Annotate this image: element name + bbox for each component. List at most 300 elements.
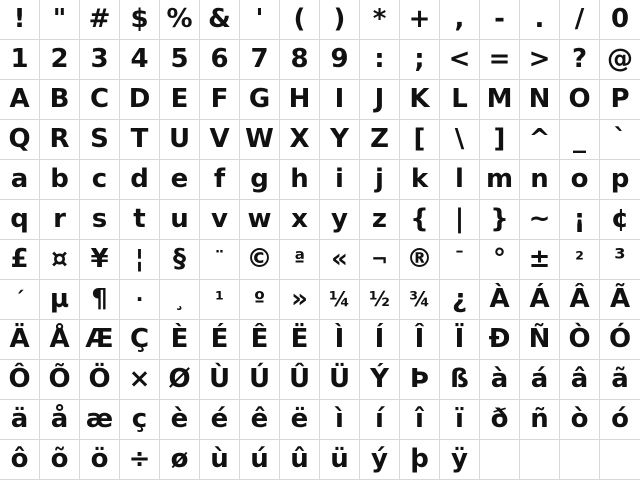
glyph-cell[interactable] [280, 160, 320, 200]
glyph-cell[interactable] [480, 200, 520, 240]
glyph-character: É [210, 323, 229, 354]
glyph-cell[interactable] [200, 80, 240, 120]
glyph-cell[interactable] [160, 240, 200, 280]
glyph-character: a [10, 163, 29, 194]
glyph-character: ¶ [91, 283, 108, 314]
glyph-character: e [170, 163, 189, 194]
glyph-cell[interactable] [120, 200, 160, 240]
glyph-character: ¡ [573, 203, 586, 234]
glyph-character: n [530, 163, 549, 194]
glyph-cell[interactable] [120, 360, 160, 400]
glyph-character: û [290, 443, 309, 474]
glyph-character: ¯ [454, 246, 465, 271]
glyph-cell[interactable] [560, 0, 600, 40]
glyph-cell[interactable] [240, 0, 280, 40]
glyph-character: ¤ [51, 243, 68, 274]
glyph-character: ¸ [174, 286, 185, 311]
glyph-cell[interactable] [480, 0, 520, 40]
glyph-cell[interactable] [400, 160, 440, 200]
glyph-cell[interactable] [240, 120, 280, 160]
glyph-cell[interactable] [560, 240, 600, 280]
glyph-character: Ø [168, 363, 191, 394]
glyph-character: E [170, 83, 189, 114]
glyph-character: ~ [528, 203, 551, 234]
glyph-cell[interactable] [160, 280, 200, 320]
glyph-cell[interactable] [320, 360, 360, 400]
glyph-cell[interactable] [600, 0, 640, 40]
glyph-cell[interactable] [320, 440, 360, 480]
glyph-cell[interactable] [40, 360, 80, 400]
glyph-cell[interactable] [0, 440, 40, 480]
glyph-cell[interactable] [360, 240, 400, 280]
glyph-cell[interactable] [200, 40, 240, 80]
glyph-cell[interactable] [440, 0, 480, 40]
glyph-character: í [375, 403, 384, 434]
glyph-character: Ü [328, 363, 351, 394]
glyph-character: { [410, 203, 429, 234]
glyph-character: < [448, 43, 471, 74]
glyph-cell[interactable] [360, 120, 400, 160]
glyph-cell[interactable] [480, 360, 520, 400]
glyph-cell[interactable] [480, 240, 520, 280]
glyph-cell[interactable] [240, 280, 280, 320]
glyph-character: ù [210, 443, 229, 474]
glyph-character: Ù [208, 363, 231, 394]
glyph-cell[interactable] [280, 200, 320, 240]
glyph-character: 9 [330, 43, 349, 74]
glyph-cell[interactable] [360, 360, 400, 400]
glyph-cell[interactable] [200, 120, 240, 160]
glyph-cell[interactable] [0, 0, 40, 40]
glyph-character: x [291, 203, 308, 234]
glyph-cell[interactable] [400, 0, 440, 40]
glyph-cell[interactable] [240, 40, 280, 80]
glyph-character: C [89, 83, 110, 114]
glyph-cell[interactable] [240, 400, 280, 440]
glyph-cell[interactable] [320, 0, 360, 40]
glyph-character: ñ [530, 403, 549, 434]
glyph-cell[interactable] [80, 360, 120, 400]
glyph-cell[interactable] [440, 360, 480, 400]
glyph-cell[interactable] [560, 400, 600, 440]
glyph-cell[interactable] [520, 200, 560, 240]
glyph-character: . [534, 3, 545, 34]
glyph-character: ý [371, 443, 388, 474]
glyph-cell[interactable] [160, 160, 200, 200]
glyph-cell[interactable] [520, 80, 560, 120]
glyph-character: o [570, 163, 589, 194]
glyph-character: º [253, 286, 266, 311]
glyph-cell[interactable] [320, 40, 360, 80]
glyph-character: Ë [290, 323, 309, 354]
glyph-cell[interactable] [400, 120, 440, 160]
glyph-character: 7 [250, 43, 269, 74]
glyph-cell[interactable] [200, 0, 240, 40]
glyph-cell[interactable] [80, 280, 120, 320]
glyph-cell[interactable] [520, 160, 560, 200]
glyph-character: w [247, 203, 272, 234]
glyph-cell[interactable] [520, 320, 560, 360]
glyph-character: d [130, 163, 149, 194]
glyph-cell[interactable] [560, 160, 600, 200]
glyph-cell[interactable] [320, 160, 360, 200]
glyph-cell[interactable] [120, 40, 160, 80]
glyph-character: V [209, 123, 230, 154]
glyph-cell[interactable] [240, 80, 280, 120]
glyph-cell[interactable] [480, 400, 520, 440]
glyph-cell[interactable] [0, 320, 40, 360]
glyph-cell[interactable] [280, 280, 320, 320]
glyph-cell[interactable] [120, 400, 160, 440]
glyph-character: à [490, 363, 509, 394]
glyph-cell[interactable] [600, 240, 640, 280]
glyph-cell[interactable] [360, 440, 400, 480]
glyph-cell[interactable] [80, 240, 120, 280]
glyph-cell[interactable] [400, 80, 440, 120]
glyph-cell[interactable] [200, 160, 240, 200]
glyph-cell[interactable] [360, 280, 400, 320]
glyph-character: \ [454, 123, 465, 154]
glyph-cell[interactable] [160, 80, 200, 120]
glyph-character: H [288, 83, 311, 114]
glyph-character: O [568, 83, 591, 114]
glyph-character: ` [613, 123, 627, 154]
glyph-character: ç [131, 403, 148, 434]
glyph-cell[interactable] [400, 320, 440, 360]
glyph-cell[interactable] [40, 40, 80, 80]
glyph-cell[interactable] [200, 360, 240, 400]
glyph-character: + [408, 3, 431, 34]
glyph-cell[interactable] [560, 280, 600, 320]
glyph-character: ( [293, 3, 306, 34]
glyph-cell[interactable] [440, 120, 480, 160]
glyph-cell[interactable] [200, 200, 240, 240]
glyph-character: ) [333, 3, 346, 34]
glyph-cell[interactable] [120, 160, 160, 200]
glyph-cell[interactable] [280, 440, 320, 480]
glyph-cell[interactable] [160, 200, 200, 240]
glyph-character: M [486, 83, 513, 114]
glyph-character: ð [490, 403, 509, 434]
glyph-cell[interactable] [360, 200, 400, 240]
glyph-cell[interactable] [240, 160, 280, 200]
glyph-character: & [208, 3, 231, 34]
glyph-cell[interactable] [160, 440, 200, 480]
glyph-cell[interactable] [120, 0, 160, 40]
glyph-character: 3 [90, 43, 109, 74]
glyph-cell[interactable] [600, 400, 640, 440]
glyph-character: ¹ [215, 286, 224, 311]
glyph-character: Ä [9, 323, 30, 354]
glyph-cell[interactable] [480, 320, 520, 360]
glyph-cell[interactable] [440, 240, 480, 280]
glyph-cell[interactable] [440, 80, 480, 120]
glyph-cell[interactable] [0, 80, 40, 120]
glyph-cell[interactable] [600, 120, 640, 160]
glyph-character: # [88, 3, 111, 34]
glyph-cell[interactable] [80, 400, 120, 440]
glyph-cell[interactable] [200, 400, 240, 440]
glyph-character: Ã [609, 283, 631, 314]
glyph-cell[interactable] [480, 80, 520, 120]
glyph-cell[interactable] [280, 240, 320, 280]
glyph-character: ê [250, 403, 269, 434]
glyph-cell[interactable] [320, 80, 360, 120]
glyph-cell[interactable] [240, 360, 280, 400]
glyph-character: @ [607, 43, 633, 74]
glyph-cell[interactable] [160, 360, 200, 400]
glyph-cell[interactable] [520, 360, 560, 400]
glyph-cell[interactable] [400, 240, 440, 280]
glyph-cell[interactable] [0, 240, 40, 280]
glyph-cell[interactable] [0, 160, 40, 200]
glyph-character: ú [250, 443, 269, 474]
glyph-character: h [290, 163, 309, 194]
glyph-cell[interactable] [80, 320, 120, 360]
glyph-cell[interactable] [440, 320, 480, 360]
glyph-cell[interactable] [80, 40, 120, 80]
glyph-cell[interactable] [520, 280, 560, 320]
glyph-cell[interactable] [40, 440, 80, 480]
glyph-cell[interactable] [360, 320, 400, 360]
glyph-cell[interactable] [240, 440, 280, 480]
glyph-cell[interactable] [320, 400, 360, 440]
glyph-cell[interactable] [440, 280, 480, 320]
glyph-character: Ê [250, 323, 269, 354]
glyph-character: Ö [88, 363, 111, 394]
glyph-cell[interactable] [320, 280, 360, 320]
glyph-cell[interactable] [600, 280, 640, 320]
glyph-cell[interactable] [560, 200, 600, 240]
glyph-character: m [485, 163, 514, 194]
glyph-cell[interactable] [280, 400, 320, 440]
glyph-character: Z [370, 123, 389, 154]
glyph-cell[interactable] [200, 320, 240, 360]
glyph-cell[interactable] [520, 0, 560, 40]
glyph-cell[interactable] [520, 400, 560, 440]
glyph-cell[interactable] [160, 400, 200, 440]
glyph-cell[interactable] [280, 360, 320, 400]
glyph-character: ä [10, 403, 29, 434]
glyph-cell[interactable] [0, 120, 40, 160]
glyph-cell[interactable] [360, 400, 400, 440]
glyph-cell[interactable] [120, 120, 160, 160]
glyph-cell[interactable] [520, 120, 560, 160]
glyph-cell[interactable] [120, 80, 160, 120]
glyph-cell[interactable] [400, 400, 440, 440]
glyph-cell[interactable] [0, 280, 40, 320]
glyph-character: _ [573, 123, 586, 154]
glyph-cell[interactable] [440, 400, 480, 440]
glyph-character: i [335, 163, 344, 194]
glyph-character: , [454, 3, 465, 34]
glyph-cell[interactable] [600, 320, 640, 360]
glyph-cell-empty [520, 440, 560, 480]
glyph-cell[interactable] [480, 120, 520, 160]
glyph-cell[interactable] [160, 40, 200, 80]
glyph-character: å [50, 403, 69, 434]
glyph-cell[interactable] [480, 40, 520, 80]
glyph-cell[interactable] [80, 160, 120, 200]
glyph-cell[interactable] [360, 160, 400, 200]
glyph-character: ¼ [329, 286, 350, 311]
glyph-character: 0 [610, 3, 630, 34]
glyph-character: B [49, 83, 70, 114]
glyph-cell[interactable] [520, 240, 560, 280]
glyph-character: / [574, 3, 585, 34]
glyph-cell[interactable] [160, 0, 200, 40]
glyph-cell[interactable] [560, 360, 600, 400]
glyph-cell[interactable] [120, 280, 160, 320]
glyph-cell[interactable] [400, 440, 440, 480]
glyph-character: t [133, 203, 146, 234]
glyph-cell[interactable] [400, 40, 440, 80]
glyph-character: l [455, 163, 464, 194]
glyph-cell[interactable] [280, 120, 320, 160]
glyph-cell[interactable] [200, 280, 240, 320]
glyph-cell[interactable] [200, 240, 240, 280]
glyph-cell[interactable] [80, 80, 120, 120]
glyph-cell[interactable] [480, 160, 520, 200]
glyph-cell[interactable] [120, 320, 160, 360]
glyph-cell[interactable] [560, 40, 600, 80]
glyph-cell[interactable] [40, 200, 80, 240]
glyph-character: ® [406, 243, 433, 274]
glyph-cell[interactable] [0, 200, 40, 240]
glyph-cell[interactable] [280, 320, 320, 360]
glyph-character: µ [49, 283, 70, 314]
glyph-cell-empty [560, 440, 600, 480]
glyph-cell[interactable] [440, 160, 480, 200]
glyph-cell[interactable] [440, 40, 480, 80]
glyph-cell[interactable] [40, 320, 80, 360]
glyph-cell[interactable] [320, 200, 360, 240]
glyph-cell[interactable] [0, 40, 40, 80]
glyph-cell[interactable] [80, 120, 120, 160]
glyph-character: s [91, 203, 108, 234]
glyph-character: ò [570, 403, 589, 434]
glyph-character: ] [493, 123, 506, 154]
glyph-cell[interactable] [120, 240, 160, 280]
glyph-character: ¥ [90, 243, 109, 274]
glyph-cell[interactable] [440, 200, 480, 240]
glyph-character: Y [330, 123, 349, 154]
glyph-cell[interactable] [600, 160, 640, 200]
glyph-character: ø [170, 443, 189, 474]
glyph-cell[interactable] [240, 200, 280, 240]
glyph-character: ¨ [214, 246, 225, 271]
glyph-character: f [213, 163, 226, 194]
glyph-cell[interactable] [320, 120, 360, 160]
glyph-cell[interactable] [160, 120, 200, 160]
glyph-cell[interactable] [560, 320, 600, 360]
glyph-cell[interactable] [160, 320, 200, 360]
glyph-cell[interactable] [40, 280, 80, 320]
glyph-character: ô [10, 443, 29, 474]
glyph-cell[interactable] [240, 320, 280, 360]
glyph-character: W [245, 123, 274, 154]
glyph-cell[interactable] [40, 80, 80, 120]
glyph-cell[interactable] [40, 0, 80, 40]
glyph-character: g [250, 163, 269, 194]
glyph-character: r [53, 203, 66, 234]
glyph-cell[interactable] [600, 200, 640, 240]
glyph-cell[interactable] [40, 120, 80, 160]
glyph-cell[interactable] [320, 240, 360, 280]
glyph-character: " [52, 3, 67, 34]
glyph-character: v [211, 203, 228, 234]
glyph-character: ã [611, 363, 629, 394]
glyph-cell[interactable] [560, 80, 600, 120]
glyph-character: U [168, 123, 191, 154]
glyph-character: ^ [528, 123, 551, 154]
glyph-cell[interactable] [80, 0, 120, 40]
glyph-cell[interactable] [280, 0, 320, 40]
glyph-cell[interactable] [600, 40, 640, 80]
glyph-cell[interactable] [80, 200, 120, 240]
glyph-character: 1 [10, 43, 29, 74]
glyph-character: ´ [14, 286, 25, 311]
glyph-cell[interactable] [0, 400, 40, 440]
glyph-cell[interactable] [360, 0, 400, 40]
glyph-character: « [331, 243, 348, 274]
glyph-character: ² [575, 246, 584, 271]
glyph-cell[interactable] [360, 40, 400, 80]
glyph-character: ¢ [610, 203, 630, 234]
glyph-cell[interactable] [200, 440, 240, 480]
glyph-cell[interactable] [80, 440, 120, 480]
glyph-cell[interactable] [320, 320, 360, 360]
glyph-character: N [528, 83, 551, 114]
glyph-cell[interactable] [40, 160, 80, 200]
glyph-character: Ñ [528, 323, 551, 354]
glyph-cell[interactable] [400, 200, 440, 240]
glyph-cell[interactable] [40, 400, 80, 440]
glyph-cell[interactable] [440, 440, 480, 480]
glyph-cell-empty [600, 440, 640, 480]
glyph-character: P [610, 83, 630, 114]
glyph-character: é [210, 403, 229, 434]
glyph-character: Î [414, 323, 425, 354]
glyph-cell[interactable] [560, 120, 600, 160]
glyph-character: ¦ [134, 243, 145, 274]
glyph-cell[interactable] [400, 360, 440, 400]
glyph-character: } [490, 203, 509, 234]
glyph-cell[interactable] [480, 280, 520, 320]
glyph-character: ó [611, 403, 629, 434]
glyph-character: ï [455, 403, 464, 434]
glyph-cell[interactable] [280, 40, 320, 80]
glyph-cell[interactable] [40, 240, 80, 280]
glyph-cell[interactable] [240, 240, 280, 280]
glyph-cell[interactable] [400, 280, 440, 320]
glyph-cell[interactable] [280, 80, 320, 120]
glyph-cell[interactable] [600, 360, 640, 400]
glyph-character: î [415, 403, 424, 434]
glyph-character: Ú [248, 363, 271, 394]
glyph-character: ß [450, 363, 469, 394]
glyph-cell[interactable] [360, 80, 400, 120]
glyph-cell[interactable] [0, 360, 40, 400]
glyph-character: þ [410, 443, 429, 474]
glyph-cell[interactable] [600, 80, 640, 120]
glyph-cell[interactable] [120, 440, 160, 480]
glyph-cell-empty [480, 440, 520, 480]
glyph-character: Ý [370, 363, 389, 394]
glyph-cell[interactable] [520, 40, 560, 80]
glyph-character: ³ [614, 243, 626, 274]
glyph-character: × [128, 363, 151, 394]
